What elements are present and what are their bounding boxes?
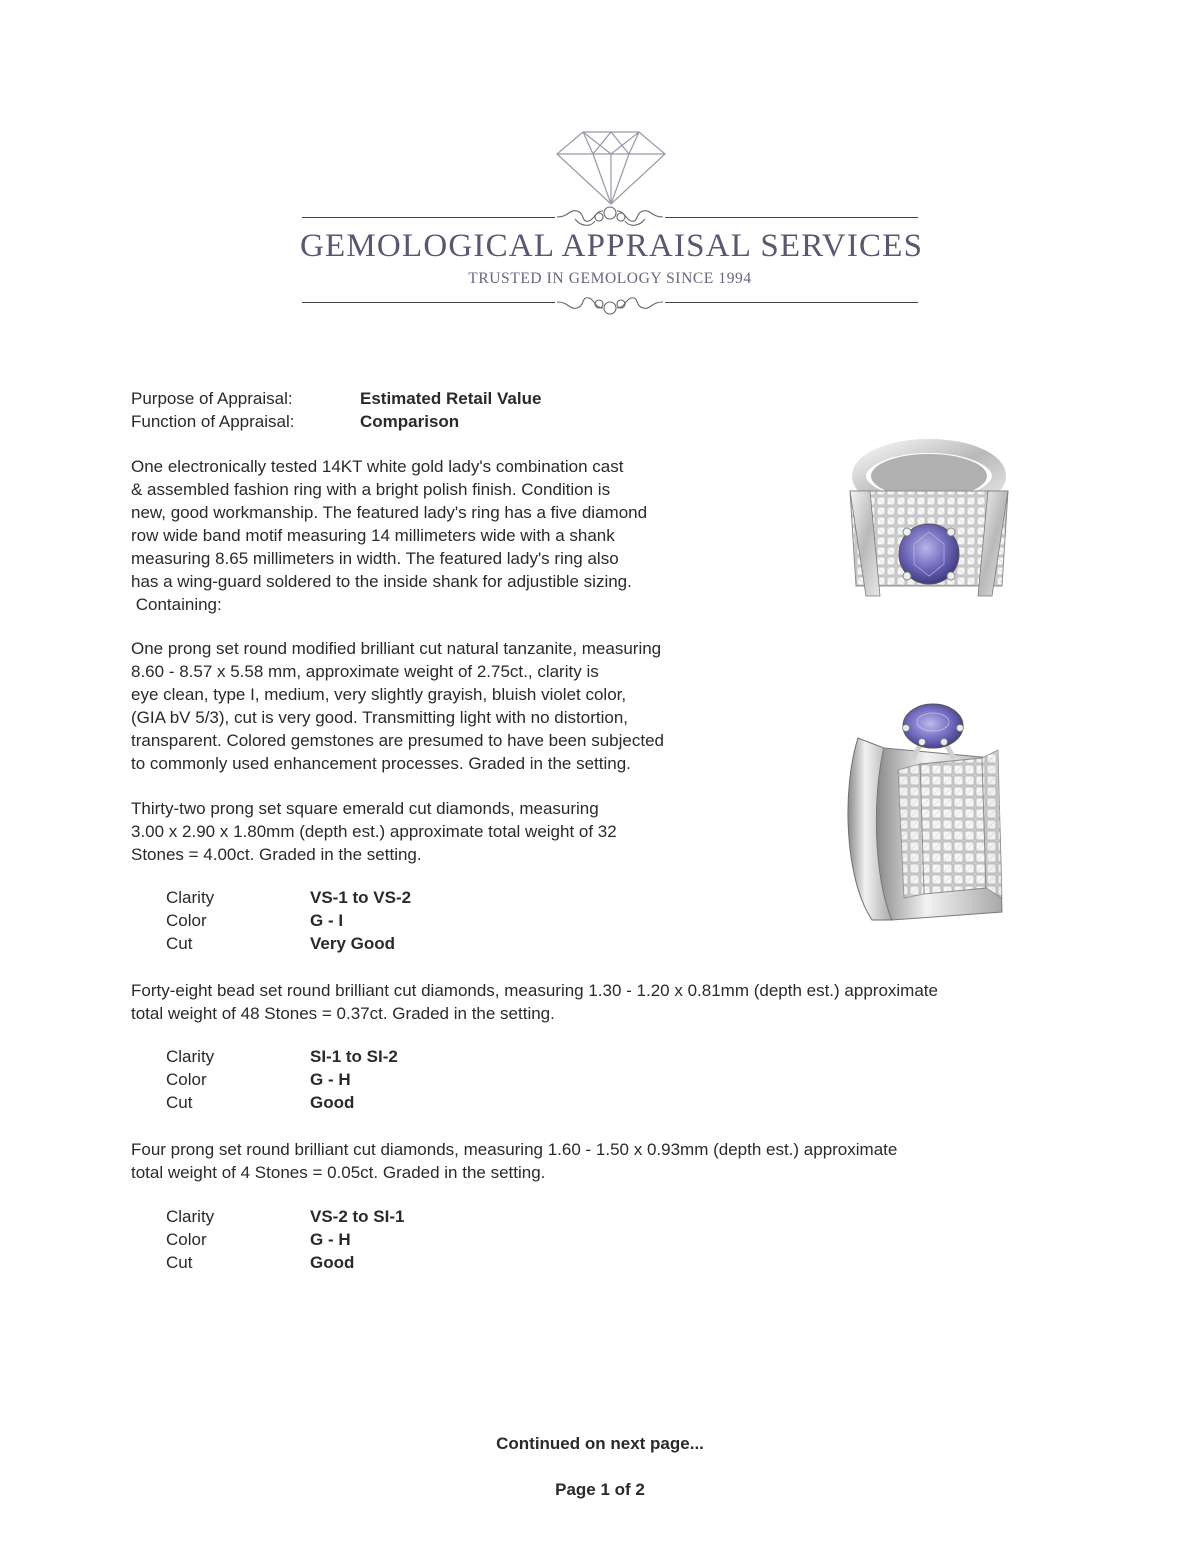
grade-value: VS-1 to VS-2 xyxy=(310,888,412,907)
purpose-row xyxy=(131,387,541,410)
grade-label: Color xyxy=(166,911,207,930)
purpose-label: Purpose of Appraisal: xyxy=(131,389,293,408)
grade-row-cut xyxy=(166,932,411,955)
company-name: GEMOLOGICAL APPRAISAL SERVICES xyxy=(300,228,924,264)
purpose-value: Estimated Retail Value xyxy=(360,389,542,408)
diamond-logo-icon xyxy=(553,126,669,206)
prong-set-diamonds-description xyxy=(131,1138,897,1184)
company-tagline: TRUSTED IN GEMOLOGY SINCE 1994 xyxy=(468,270,752,287)
grade-label: Clarity xyxy=(166,1047,215,1066)
emerald-line: 3.00 x 2.90 x 1.80mm (depth est.) approximate total weight of 32 xyxy=(131,822,617,841)
grade-label: Color xyxy=(166,1230,207,1249)
emerald-cut-diamonds-description xyxy=(131,797,617,866)
prong-grade-table xyxy=(166,1205,404,1274)
grade-row-color xyxy=(166,1228,404,1251)
description-line: row wide band motif measuring 14 millimeters wide with a shank xyxy=(131,526,615,545)
letterhead-bottom-rule-right xyxy=(665,302,918,303)
description-line: has a wing-guard soldered to the inside shank for adjustible sizing. xyxy=(131,572,632,591)
grade-value: G - H xyxy=(310,1070,351,1089)
grade-value: SI-1 to SI-2 xyxy=(310,1047,398,1066)
grade-value: G - I xyxy=(310,911,344,930)
grade-row-color xyxy=(166,1068,398,1091)
tanzanite-description xyxy=(131,637,664,775)
description-line: One electronically tested 14KT white gold lady's combination cast xyxy=(131,457,624,476)
tanzanite-line: eye clean, type I, medium, very slightly grayish, bluish violet color, xyxy=(131,685,627,704)
ring-description xyxy=(131,455,647,616)
bead-line: total weight of 48 Stones = 0.37ct. Graded in the setting. xyxy=(131,1004,555,1023)
description-line: new, good workmanship. The featured lady's ring has a five diamond xyxy=(131,503,648,522)
ring-photo-side-view xyxy=(832,698,1018,930)
grade-value: Good xyxy=(310,1253,355,1272)
grade-label: Color xyxy=(166,1070,207,1089)
grade-value: Very Good xyxy=(310,934,396,953)
grade-value: Good xyxy=(310,1093,355,1112)
ring-photo-top-view xyxy=(836,436,1022,616)
grade-row-color xyxy=(166,909,411,932)
grade-label: Clarity xyxy=(166,888,215,907)
grade-row-cut xyxy=(166,1091,398,1114)
emerald-line: Thirty-two prong set square emerald cut diamonds, measuring xyxy=(131,799,599,818)
bead-line: Forty-eight bead set round brilliant cut diamonds, measuring 1.30 - 1.20 x 0.81mm (depth est.) approximate xyxy=(131,981,938,1000)
page-number: Page 1 of 2 xyxy=(555,1480,645,1499)
description-line: & assembled fashion ring with a bright polish finish. Condition is xyxy=(131,480,611,499)
continued-notice: Continued on next page... xyxy=(496,1434,704,1453)
grade-row-clarity xyxy=(166,1205,404,1228)
grade-label: Clarity xyxy=(166,1207,215,1226)
function-row xyxy=(131,410,459,433)
grade-value: VS-2 to SI-1 xyxy=(310,1207,405,1226)
letterhead-top-rule-right xyxy=(665,217,918,218)
tanzanite-line: transparent. Colored gemstones are presumed to have been subjected xyxy=(131,731,664,750)
tanzanite-line: 8.60 - 8.57 x 5.58 mm, approximate weight of 2.75ct., clarity is xyxy=(131,662,599,681)
tanzanite-line: One prong set round modified brilliant cut natural tanzanite, measuring xyxy=(131,639,662,658)
top-flourish-icon xyxy=(555,203,665,231)
prong-line: total weight of 4 Stones = 0.05ct. Graded in the setting. xyxy=(131,1163,546,1182)
function-value: Comparison xyxy=(360,412,460,431)
bead-grade-table xyxy=(166,1045,398,1114)
tanzanite-line: (GIA bV 5/3), cut is very good. Transmitting light with no distortion, xyxy=(131,708,629,727)
description-line: Containing: xyxy=(131,595,222,614)
grade-row-cut xyxy=(166,1251,404,1274)
grade-label: Cut xyxy=(166,934,193,953)
description-line: measuring 8.65 millimeters in width. The featured lady's ring also xyxy=(131,549,619,568)
prong-line: Four prong set round brilliant cut diamonds, measuring 1.60 - 1.50 x 0.93mm (depth est.) approximate xyxy=(131,1140,898,1159)
grade-value: G - H xyxy=(310,1230,351,1249)
grade-row-clarity xyxy=(166,886,411,909)
emerald-line: Stones = 4.00ct. Graded in the setting. xyxy=(131,845,422,864)
letterhead-top-rule-left xyxy=(302,217,555,218)
grade-label: Cut xyxy=(166,1093,193,1112)
function-label: Function of Appraisal: xyxy=(131,412,295,431)
grade-label: Cut xyxy=(166,1253,193,1272)
bead-set-diamonds-description xyxy=(131,979,938,1025)
grade-row-clarity xyxy=(166,1045,398,1068)
bottom-flourish-icon xyxy=(555,292,665,320)
emerald-grade-table xyxy=(166,886,411,955)
tanzanite-line: to commonly used enhancement processes. Graded in the setting. xyxy=(131,754,631,773)
letterhead-bottom-rule-left xyxy=(302,302,555,303)
